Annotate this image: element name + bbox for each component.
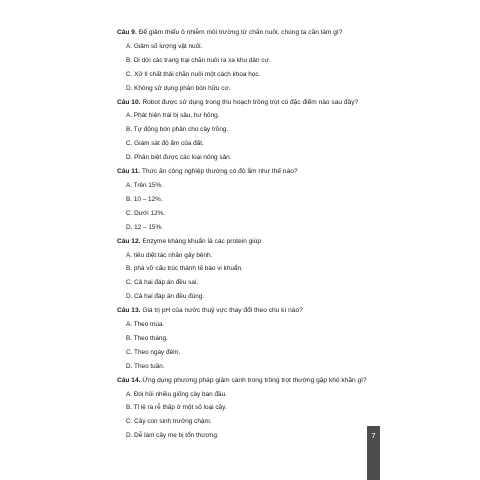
answer-option-d: D. 12 – 15%.	[126, 223, 163, 231]
answer-option-b: B. Di dời các trang trại chăn nuôi ra xa khu dân cư.	[126, 56, 271, 64]
answer-option-a: A. tiêu diệt tác nhân gây bệnh.	[126, 251, 213, 259]
answer-option-d: D. Dễ làm cây mẹ bị tổn thương.	[126, 432, 219, 440]
question-text: Để giảm thiểu ô nhiễm môi trường từ chăn nuôi, chúng ta cần làm gì?	[138, 29, 343, 36]
question-stem	[117, 235, 367, 249]
question-stem	[117, 304, 367, 318]
answer-option-a: A. Theo mùa.	[126, 321, 165, 329]
question-text: Thức ăn công nghiệp thường có độ ẩm như thế nào?	[141, 168, 298, 176]
answer-option-c: C. Xử lí chất thải chăn nuôi một cách khoa học.	[126, 70, 261, 78]
question-stem	[117, 96, 367, 110]
question-13	[117, 304, 367, 374]
question-text: Enzyme kháng khuẩn là các protein giúp	[142, 237, 262, 245]
question-list	[117, 26, 367, 443]
answer-option-b: B. phá vỡ cấu trúc thành tế bào vi khuẩn.	[126, 265, 243, 273]
question-9	[117, 26, 367, 96]
answer-option-c: C. Giám sát độ ẩm của đất.	[126, 140, 204, 148]
page-number: 7	[371, 432, 376, 440]
question-text: Robot được sử dụng trong thu hoạch trồng trọt có đặc điểm nào sau đây?	[142, 98, 359, 106]
question-stem	[117, 165, 367, 179]
answer-option-c: C. Dưới 12%.	[126, 209, 166, 217]
answer-option-b: B. 10 – 12%.	[126, 195, 163, 203]
answer-option-a: A. Phát hiện trái bị sâu, hư hỏng.	[126, 112, 220, 120]
answer-option-b: B. Theo tháng.	[126, 334, 168, 342]
question-number: Câu 10.	[117, 98, 141, 106]
answer-option-a: A. Trên 15%.	[126, 181, 163, 189]
question-number: Câu 13.	[117, 307, 141, 315]
answer-option-c: C. Theo ngày đêm.	[126, 348, 181, 356]
question-text: Giá trị pH của nước thuỷ vực thay đổi theo chu kì nào?	[142, 307, 303, 315]
answer-option-b: B. Tự động bón phân cho cây trồng.	[126, 126, 229, 134]
question-12	[117, 235, 367, 305]
answer-option-b: B. Tỉ lệ ra rễ thấp ở một số loại cây.	[126, 404, 227, 412]
question-number: Câu 14.	[117, 376, 141, 384]
answer-option-d: D. Theo tuần.	[126, 362, 165, 370]
answer-option-c: C. Cả hai đáp án đều sai.	[126, 279, 199, 287]
question-text: Ứng dụng phương pháp giâm cành trong trồng trọt thường gặp khó khăn gì?	[142, 376, 367, 384]
answer-option-d: D. Không sử dụng phân bón hữu cơ.	[126, 84, 231, 92]
question-stem	[117, 26, 367, 40]
answer-option-a: A. Giảm số lượng vật nuôi.	[126, 42, 203, 50]
question-11	[117, 165, 367, 235]
question-number: Câu 9.	[117, 29, 137, 36]
question-14	[117, 374, 367, 444]
answer-option-a: A. Đòi hỏi nhiều giống cây ban đầu.	[126, 390, 227, 398]
question-stem	[117, 374, 367, 388]
answer-option-d: D. Cả hai đáp án đều đúng.	[126, 293, 205, 301]
question-10	[117, 96, 367, 166]
page-number-tab	[367, 426, 380, 480]
answer-option-c: C. Cây con sinh trưởng chậm.	[126, 418, 212, 426]
answer-option-d: D. Phân biệt được các loại nông sản.	[126, 154, 232, 162]
question-number: Câu 11.	[117, 168, 141, 176]
question-number: Câu 12.	[117, 237, 141, 245]
